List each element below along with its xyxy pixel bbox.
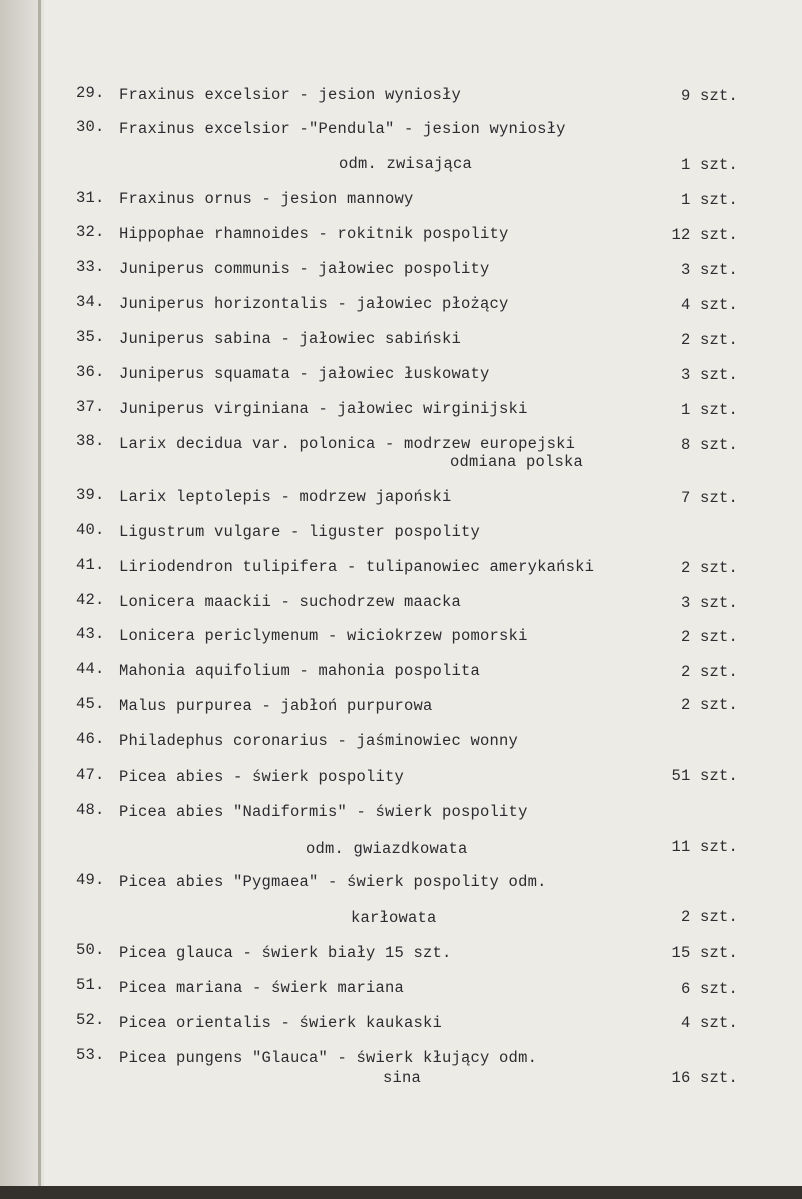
item-name: Picea glauca - świerk biały 15 szt. bbox=[119, 944, 452, 962]
item-quantity: 1 szt. bbox=[680, 156, 738, 174]
item-quantity: 11 szt. bbox=[671, 838, 738, 856]
item-name-continuation: odm. gwiazdkowata bbox=[306, 840, 468, 858]
item-number: 37. bbox=[76, 398, 105, 416]
item-number: 52. bbox=[76, 1011, 105, 1029]
item-name: Mahonia aquifolium - mahonia pospolita bbox=[119, 662, 481, 680]
item-quantity: 7 szt. bbox=[680, 489, 738, 507]
item-name: Picea abies - świerk pospolity bbox=[119, 768, 405, 786]
item-name: Juniperus sabina - jałowiec sabiński bbox=[119, 330, 462, 348]
item-number: 51. bbox=[76, 976, 105, 994]
item-number: 41. bbox=[76, 556, 105, 574]
item-name: Juniperus horizontalis - jałowiec płożący bbox=[119, 295, 509, 313]
item-quantity: 2 szt. bbox=[680, 628, 738, 646]
item-quantity: 6 szt. bbox=[680, 980, 738, 998]
item-quantity: 2 szt. bbox=[680, 908, 738, 926]
item-name-continuation: odmiana polska bbox=[450, 453, 584, 471]
item-name: Larix decidua var. polonica - modrzew europejski bbox=[119, 435, 576, 453]
item-name-continuation: sina bbox=[383, 1069, 422, 1087]
item-number: 35. bbox=[76, 328, 105, 346]
item-quantity: 1 szt. bbox=[680, 401, 738, 419]
item-name: Malus purpurea - jabłoń purpurowa bbox=[119, 697, 433, 715]
binding-edge bbox=[38, 0, 41, 1199]
item-number: 36. bbox=[76, 363, 105, 381]
item-quantity: 3 szt. bbox=[680, 594, 738, 612]
item-name: Lonicera periclymenum - wiciokrzew pomorski bbox=[119, 627, 528, 645]
item-name: Picea mariana - świerk mariana bbox=[119, 979, 405, 997]
item-name: Ligustrum vulgare - liguster pospolity bbox=[119, 523, 481, 541]
item-quantity: 4 szt. bbox=[680, 1014, 738, 1032]
item-number: 48. bbox=[76, 801, 105, 819]
item-number: 38. bbox=[76, 432, 105, 450]
item-name: Juniperus communis - jałowiec pospolity bbox=[119, 260, 490, 278]
item-name: Hippophae rhamnoides - rokitnik pospolity bbox=[119, 225, 509, 243]
item-number: 33. bbox=[76, 258, 105, 276]
item-name: Picea orientalis - świerk kaukaski bbox=[119, 1014, 443, 1032]
item-name-continuation: odm. zwisająca bbox=[339, 155, 473, 173]
item-quantity: 16 szt. bbox=[671, 1069, 738, 1087]
item-number: 29. bbox=[76, 84, 105, 102]
item-name: Liriodendron tulipifera - tulipanowiec amerykański bbox=[119, 558, 595, 576]
item-name-continuation: karłowata bbox=[351, 909, 437, 927]
item-number: 39. bbox=[76, 486, 105, 504]
item-number: 40. bbox=[76, 521, 105, 539]
item-number: 34. bbox=[76, 293, 105, 311]
item-number: 50. bbox=[76, 941, 105, 959]
item-name: Juniperus squamata - jałowiec łuskowaty bbox=[119, 365, 490, 383]
item-quantity: 15 szt. bbox=[671, 944, 738, 962]
item-number: 44. bbox=[76, 660, 105, 678]
item-number: 46. bbox=[76, 730, 105, 748]
item-number: 43. bbox=[76, 625, 105, 643]
item-quantity: 4 szt. bbox=[680, 296, 738, 314]
item-name: Philadephus coronarius - jaśminowiec wonny bbox=[119, 732, 519, 750]
item-quantity: 2 szt. bbox=[680, 663, 738, 681]
item-quantity: 51 szt. bbox=[671, 767, 738, 785]
page-bottom-edge bbox=[0, 1186, 802, 1199]
item-quantity: 3 szt. bbox=[680, 261, 738, 279]
item-name: Juniperus virginiana - jałowiec wirginijski bbox=[119, 400, 528, 418]
item-quantity: 12 szt. bbox=[671, 226, 738, 244]
item-quantity: 2 szt. bbox=[680, 696, 738, 714]
item-quantity: 1 szt. bbox=[680, 191, 738, 209]
item-name: Fraxinus ornus - jesion mannowy bbox=[119, 190, 414, 208]
item-name: Fraxinus excelsior -"Pendula" - jesion wyniosły bbox=[119, 120, 566, 138]
item-quantity: 8 szt. bbox=[680, 436, 738, 454]
item-number: 47. bbox=[76, 766, 105, 784]
item-name: Picea abies "Pygmaea" - świerk pospolity odm. bbox=[119, 873, 547, 891]
item-quantity: 2 szt. bbox=[680, 331, 738, 349]
item-name: Picea abies "Nadiformis" - świerk pospolity bbox=[119, 803, 528, 821]
item-number: 53. bbox=[76, 1046, 105, 1064]
item-number: 42. bbox=[76, 591, 105, 609]
item-name: Larix leptolepis - modrzew japoński bbox=[119, 488, 452, 506]
item-name: Fraxinus excelsior - jesion wyniosły bbox=[119, 86, 462, 104]
item-number: 49. bbox=[76, 871, 105, 889]
item-number: 45. bbox=[76, 695, 105, 713]
item-quantity: 9 szt. bbox=[680, 87, 738, 105]
item-number: 30. bbox=[76, 118, 105, 136]
item-name: Lonicera maackii - suchodrzew maacka bbox=[119, 593, 462, 611]
item-quantity: 2 szt. bbox=[680, 559, 738, 577]
item-number: 32. bbox=[76, 223, 105, 241]
item-number: 31. bbox=[76, 189, 105, 207]
item-name: Picea pungens "Glauca" - świerk kłujący odm. bbox=[119, 1049, 538, 1067]
item-quantity: 3 szt. bbox=[680, 366, 738, 384]
